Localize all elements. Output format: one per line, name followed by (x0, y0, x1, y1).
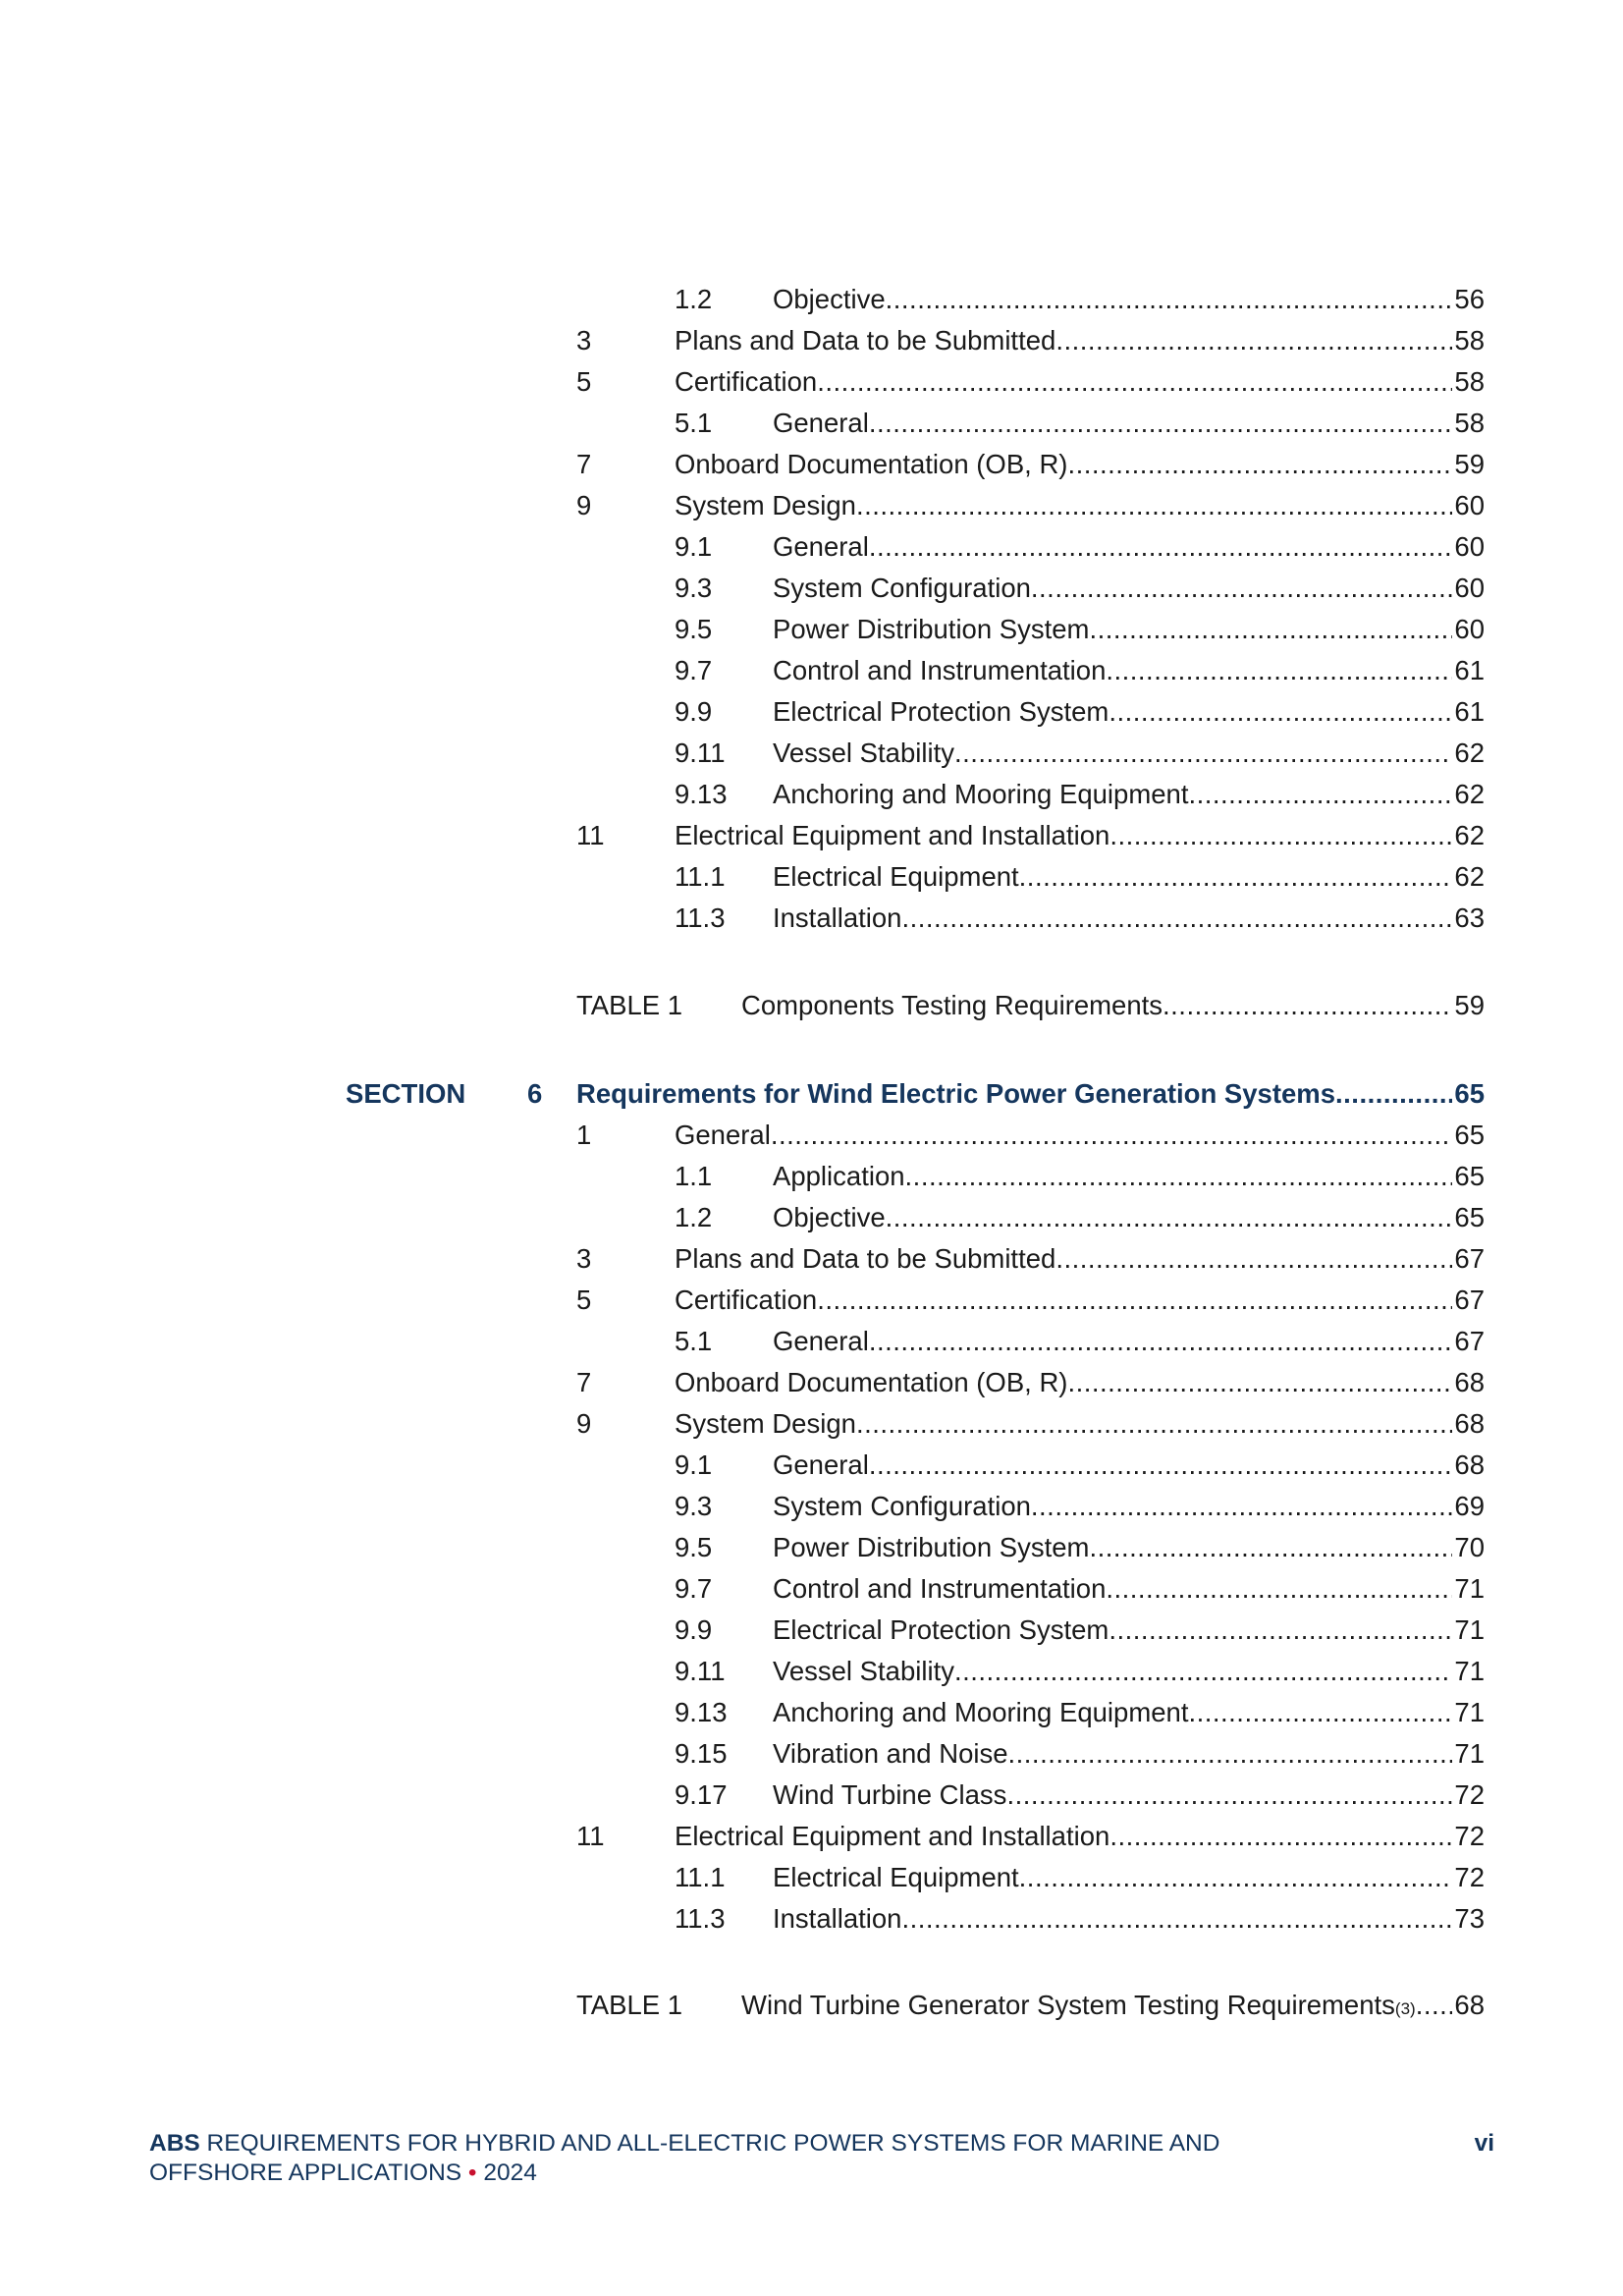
toc-item-number: 9 (576, 1408, 592, 1439)
dot-leader (856, 1404, 1452, 1444)
toc-item[interactable] (576, 1858, 1485, 1897)
toc-entry-title: Vibration and Noise (773, 1738, 1008, 1769)
toc-item[interactable] (576, 1281, 1485, 1320)
toc-entry[interactable] (675, 1363, 1485, 1402)
toc-entry[interactable] (773, 610, 1485, 649)
toc-item[interactable] (576, 1198, 1485, 1237)
toc-item[interactable] (576, 445, 1485, 484)
toc-entry-title: General (675, 1120, 771, 1150)
toc-item[interactable] (576, 569, 1485, 608)
toc-item-number: 9.5 (675, 1532, 713, 1562)
toc-entry[interactable] (773, 1198, 1485, 1237)
toc-item[interactable] (576, 1611, 1485, 1650)
toc-item[interactable] (576, 362, 1485, 402)
toc-entry[interactable] (773, 1776, 1485, 1815)
toc-entry-title: Application (773, 1161, 905, 1191)
toc-item-number: 1.1 (675, 1161, 713, 1191)
footer-brand: ABS (149, 2130, 200, 2157)
toc-page-number: 58 (1454, 366, 1485, 397)
toc-item-number: 9.17 (675, 1779, 728, 1810)
toc-page-number: 67 (1454, 1326, 1485, 1356)
footer-bullet: • (467, 2159, 477, 2186)
toc-page-number: 71 (1454, 1697, 1485, 1727)
toc-item[interactable] (576, 321, 1485, 360)
toc-entry[interactable] (773, 1487, 1485, 1526)
toc-item[interactable] (576, 610, 1485, 649)
toc-entry[interactable] (773, 1899, 1485, 1939)
toc-entry-title: Electrical Equipment and Installation (675, 820, 1110, 850)
toc-item[interactable] (576, 1116, 1485, 1155)
footer-title-line1: REQUIREMENTS FOR HYBRID AND ALL-ELECTRIC POWER SYSTEMS FOR MARINE AND (206, 2130, 1220, 2157)
toc-page-number: 68 (1454, 1367, 1485, 1397)
toc-item-number: 9.11 (675, 738, 726, 768)
toc-entry-title: Electrical Equipment and Installation (675, 1821, 1110, 1851)
toc-item[interactable] (576, 899, 1485, 938)
toc-page-number: 71 (1454, 1573, 1485, 1604)
toc-page-number: 71 (1454, 1738, 1485, 1769)
toc-item-number: 9.1 (675, 531, 713, 562)
toc-item[interactable] (576, 1528, 1485, 1567)
toc-entry-title: System Configuration (773, 573, 1031, 603)
toc-entry-title: Vessel Stability (773, 1656, 954, 1686)
toc-entry-title: Electrical Protection System (773, 1614, 1109, 1645)
toc-entry[interactable] (675, 1239, 1485, 1279)
toc-item-number: 9.7 (675, 655, 713, 685)
dot-leader (1031, 569, 1453, 608)
toc-item-number: 9.15 (675, 1738, 728, 1769)
page-number: vi (1474, 2130, 1494, 2157)
table-label: TABLE 1 (576, 990, 683, 1020)
dot-leader (1188, 1693, 1452, 1732)
toc-entry-title: Anchoring and Mooring Equipment (773, 779, 1189, 809)
toc-item-number: 11.1 (675, 861, 726, 892)
toc-entry[interactable] (773, 857, 1485, 897)
toc-page-number: 72 (1454, 1779, 1485, 1810)
toc-entry-title: General (773, 1326, 869, 1356)
toc-item[interactable] (576, 775, 1485, 814)
toc-entry-title: Control and Instrumentation (773, 655, 1107, 685)
dot-leader (1109, 692, 1452, 732)
toc-entry[interactable] (675, 486, 1485, 525)
toc-entry-title: General (773, 1449, 869, 1480)
toc-entry[interactable] (773, 1652, 1485, 1691)
toc-entry-title: Vessel Stability (773, 738, 954, 768)
section-label: SECTION (346, 1078, 466, 1109)
toc-entry[interactable] (773, 1611, 1485, 1650)
toc-item-number: 1 (576, 1120, 592, 1150)
toc-item[interactable] (576, 1817, 1485, 1856)
toc-item-number: 9.1 (675, 1449, 713, 1480)
toc-entry[interactable] (773, 1734, 1485, 1774)
dot-leader (1067, 445, 1452, 484)
toc-entry-title: Certification (675, 1285, 818, 1315)
toc-entry[interactable]: Wind Turbine Generator System Testing Requirements (3) ..... 68 (741, 1986, 1485, 2025)
toc-entry-title: Objective (773, 284, 886, 314)
toc-item[interactable] (576, 1899, 1485, 1939)
toc-page-number: 58 (1454, 325, 1485, 355)
toc-item-number: 3 (576, 1243, 592, 1274)
toc-entry-title: Electrical Equipment (773, 861, 1019, 892)
dot-leader (1055, 321, 1452, 360)
toc-page-number: 60 (1454, 573, 1485, 603)
dot-leader (1089, 1528, 1452, 1567)
toc-page-number: 73 (1454, 1903, 1485, 1934)
toc-entry[interactable] (675, 445, 1485, 484)
toc-item[interactable] (576, 1776, 1485, 1815)
toc-entry[interactable] (773, 1693, 1485, 1732)
toc-entry[interactable] (675, 362, 1485, 402)
toc-page-number: 65 (1454, 1202, 1485, 1232)
dot-leader (1106, 1569, 1452, 1609)
toc-item[interactable] (576, 816, 1485, 855)
toc-page-number: 71 (1454, 1614, 1485, 1645)
dot-leader (1031, 1487, 1453, 1526)
dot-leader (1006, 1776, 1452, 1815)
toc-entry-title: Control and Instrumentation (773, 1573, 1107, 1604)
toc-entry-title: Onboard Documentation (OB, R) (675, 449, 1068, 479)
toc-page-number: 68 (1454, 1449, 1485, 1480)
toc-entry[interactable] (773, 1446, 1485, 1485)
toc-item-number: 9.7 (675, 1573, 713, 1604)
toc-item[interactable] (576, 1693, 1485, 1732)
toc-entry[interactable] (773, 527, 1485, 567)
toc-entry[interactable] (675, 816, 1485, 855)
dot-leader (869, 404, 1453, 443)
toc-item-number: 7 (576, 1367, 592, 1397)
toc-entry[interactable] (675, 1116, 1485, 1155)
dot-leader (1416, 1986, 1453, 2025)
toc-item[interactable] (576, 1239, 1485, 1279)
dot-leader (1019, 1858, 1453, 1897)
toc-page-number: 72 (1454, 1821, 1485, 1851)
dot-leader (954, 734, 1452, 773)
toc-entry[interactable] (773, 1157, 1485, 1196)
toc-item-number: 11 (576, 1821, 605, 1851)
toc-item-number: 11 (576, 820, 605, 850)
toc-item-number: 5 (576, 1285, 592, 1315)
dot-leader (1067, 1363, 1452, 1402)
toc-page-number: 71 (1454, 1656, 1485, 1686)
toc-page-number: 60 (1454, 531, 1485, 562)
dot-leader (1109, 816, 1452, 855)
toc-entry-title: Requirements for Wind Electric Power Generation Systems (576, 1078, 1336, 1109)
toc-item[interactable] (576, 692, 1485, 732)
toc-item-number: 9.11 (675, 1656, 726, 1686)
toc-item-number: 9 (576, 490, 592, 520)
dot-leader (901, 899, 1452, 938)
toc-entry[interactable] (773, 1858, 1485, 1897)
dot-leader (1019, 857, 1453, 897)
toc-entry-title: Wind Turbine Generator System Testing Requirements (741, 1990, 1395, 2020)
dot-leader (1163, 986, 1452, 1025)
toc-item[interactable] (576, 734, 1485, 773)
toc-page-number: 60 (1454, 614, 1485, 644)
toc-entry[interactable] (773, 280, 1485, 319)
toc-item-number: 3 (576, 325, 592, 355)
dot-leader (1109, 1817, 1452, 1856)
toc-item-number: 5 (576, 366, 592, 397)
toc-entry[interactable] (675, 1817, 1485, 1856)
toc-entry[interactable] (576, 1074, 1485, 1114)
section-heading[interactable] (346, 1074, 1485, 1114)
toc-item[interactable] (576, 280, 1485, 319)
toc-item[interactable] (576, 486, 1485, 525)
toc-item-number: 9.5 (675, 614, 713, 644)
section-number: 6 (527, 1078, 543, 1109)
toc-item-number: 9.9 (675, 1614, 713, 1645)
toc-page-number: 62 (1454, 738, 1485, 768)
toc-entry[interactable] (773, 734, 1485, 773)
toc-item[interactable] (576, 857, 1485, 897)
toc-entry-title: Components Testing Requirements (741, 990, 1163, 1020)
toc-entry-title: Wind Turbine Class (773, 1779, 1007, 1810)
toc-entry-title: General (773, 531, 869, 562)
toc-entry-title: Electrical Equipment (773, 1862, 1019, 1892)
toc-page-number: 62 (1454, 861, 1485, 892)
toc-entry-title: Power Distribution System (773, 1532, 1090, 1562)
toc-item-number: 11.3 (675, 1903, 726, 1934)
toc-item[interactable] (576, 1569, 1485, 1609)
toc-page-number: 61 (1454, 696, 1485, 727)
toc-item-number: 9.3 (675, 573, 713, 603)
toc-entry-title: Power Distribution System (773, 614, 1090, 644)
toc-item[interactable] (576, 1446, 1485, 1485)
toc-page-number: 67 (1454, 1285, 1485, 1315)
dot-leader (886, 280, 1453, 319)
toc-item-number: 5.1 (675, 408, 713, 438)
dot-leader (1008, 1734, 1453, 1774)
footer-line-1 (149, 2129, 1494, 2159)
dot-leader (869, 527, 1453, 567)
toc-item[interactable] (576, 1487, 1485, 1526)
toc-item[interactable] (576, 1652, 1485, 1691)
toc-entry[interactable] (675, 1281, 1485, 1320)
toc-entry[interactable] (773, 899, 1485, 938)
toc-entry-title: General (773, 408, 869, 438)
toc-page-number: 59 (1454, 990, 1485, 1020)
toc-page-number: 70 (1454, 1532, 1485, 1562)
dot-leader (954, 1652, 1452, 1691)
dot-leader (1109, 1611, 1452, 1650)
toc-entry-title: System Design (675, 1408, 856, 1439)
toc-item[interactable] (576, 1363, 1485, 1402)
footer-year: 2024 (483, 2159, 537, 2186)
toc-page-number: 56 (1454, 284, 1485, 314)
toc-entry[interactable] (773, 775, 1485, 814)
dot-leader (1106, 651, 1452, 690)
dot-leader (1188, 775, 1452, 814)
toc-page-number: 68 (1454, 1408, 1485, 1439)
toc-entry-title: Electrical Protection System (773, 696, 1109, 727)
footer-line-2 (149, 2159, 1494, 2188)
dot-leader (771, 1116, 1453, 1155)
toc-page-number: 63 (1454, 902, 1485, 933)
toc-page-number: 60 (1454, 490, 1485, 520)
dot-leader (817, 362, 1452, 402)
toc-entry[interactable] (773, 1569, 1485, 1609)
toc-page-number: 65 (1454, 1078, 1485, 1109)
toc-entry[interactable] (773, 404, 1485, 443)
toc-page-number: 59 (1454, 449, 1485, 479)
toc-page-number: 62 (1454, 820, 1485, 850)
toc-entry[interactable] (773, 1322, 1485, 1361)
toc-page-number: 58 (1454, 408, 1485, 438)
page-footer (149, 2129, 1494, 2188)
toc-item[interactable] (576, 1404, 1485, 1444)
toc-item-number: 11.3 (675, 902, 726, 933)
toc-entry[interactable] (741, 986, 1485, 1025)
toc-item[interactable] (576, 1734, 1485, 1774)
toc-page-number: 72 (1454, 1862, 1485, 1892)
toc-entry-title: Plans and Data to be Submitted (675, 325, 1056, 355)
toc-page-number: 65 (1454, 1120, 1485, 1150)
toc-item[interactable] (576, 1322, 1485, 1361)
toc-entry-title: Installation (773, 902, 902, 933)
toc-item[interactable] (576, 1157, 1485, 1196)
toc-entry-title: Anchoring and Mooring Equipment (773, 1697, 1189, 1727)
toc-entry[interactable] (773, 1528, 1485, 1567)
toc-item[interactable] (576, 404, 1485, 443)
toc-item-number: 5.1 (675, 1326, 713, 1356)
dot-leader (1335, 1074, 1452, 1114)
dot-leader (1055, 1239, 1452, 1279)
toc-entry[interactable] (773, 692, 1485, 732)
dot-leader (905, 1157, 1453, 1196)
toc-entry-title: Certification (675, 366, 818, 397)
toc-entry[interactable] (675, 321, 1485, 360)
toc-page-number: 67 (1454, 1243, 1485, 1274)
dot-leader (856, 486, 1452, 525)
toc-entry-title: System Design (675, 490, 856, 520)
footer-title-line2: OFFSHORE APPLICATIONS (149, 2159, 462, 2186)
toc-entry-title: Objective (773, 1202, 886, 1232)
table-label: TABLE 1 (576, 1990, 683, 2020)
toc-page-number: 62 (1454, 779, 1485, 809)
toc-entry-title: Onboard Documentation (OB, R) (675, 1367, 1068, 1397)
dot-leader (817, 1281, 1452, 1320)
toc-item-number: 1.2 (675, 1202, 713, 1232)
toc-entry[interactable] (773, 651, 1485, 690)
toc-item-number: 9.3 (675, 1491, 713, 1521)
toc-item-number: 11.1 (675, 1862, 726, 1892)
toc-page-number: 61 (1454, 655, 1485, 685)
toc-entry[interactable] (675, 1404, 1485, 1444)
dot-leader (886, 1198, 1453, 1237)
dot-leader (869, 1446, 1453, 1485)
toc-item[interactable] (576, 527, 1485, 567)
toc-table-entry[interactable] (576, 986, 1485, 1025)
toc-entry-title: Plans and Data to be Submitted (675, 1243, 1056, 1274)
toc-page-number: 68 (1454, 1990, 1485, 2020)
toc-item-number: 9.9 (675, 696, 713, 727)
toc-item-number: 9.13 (675, 779, 728, 809)
toc-item-number: 7 (576, 449, 592, 479)
toc-page-number: 69 (1454, 1491, 1485, 1521)
toc-item-number: 9.13 (675, 1697, 728, 1727)
dot-leader (869, 1322, 1453, 1361)
dot-leader (1089, 610, 1452, 649)
toc-item-number: 1.2 (675, 284, 713, 314)
toc-page-number: 65 (1454, 1161, 1485, 1191)
toc-entry[interactable] (773, 569, 1485, 608)
toc-table-entry[interactable] (576, 1986, 1485, 2025)
toc-item[interactable] (576, 651, 1485, 690)
toc-entry-title: Installation (773, 1903, 902, 1934)
toc-entry-title: System Configuration (773, 1491, 1031, 1521)
dot-leader (901, 1899, 1452, 1939)
